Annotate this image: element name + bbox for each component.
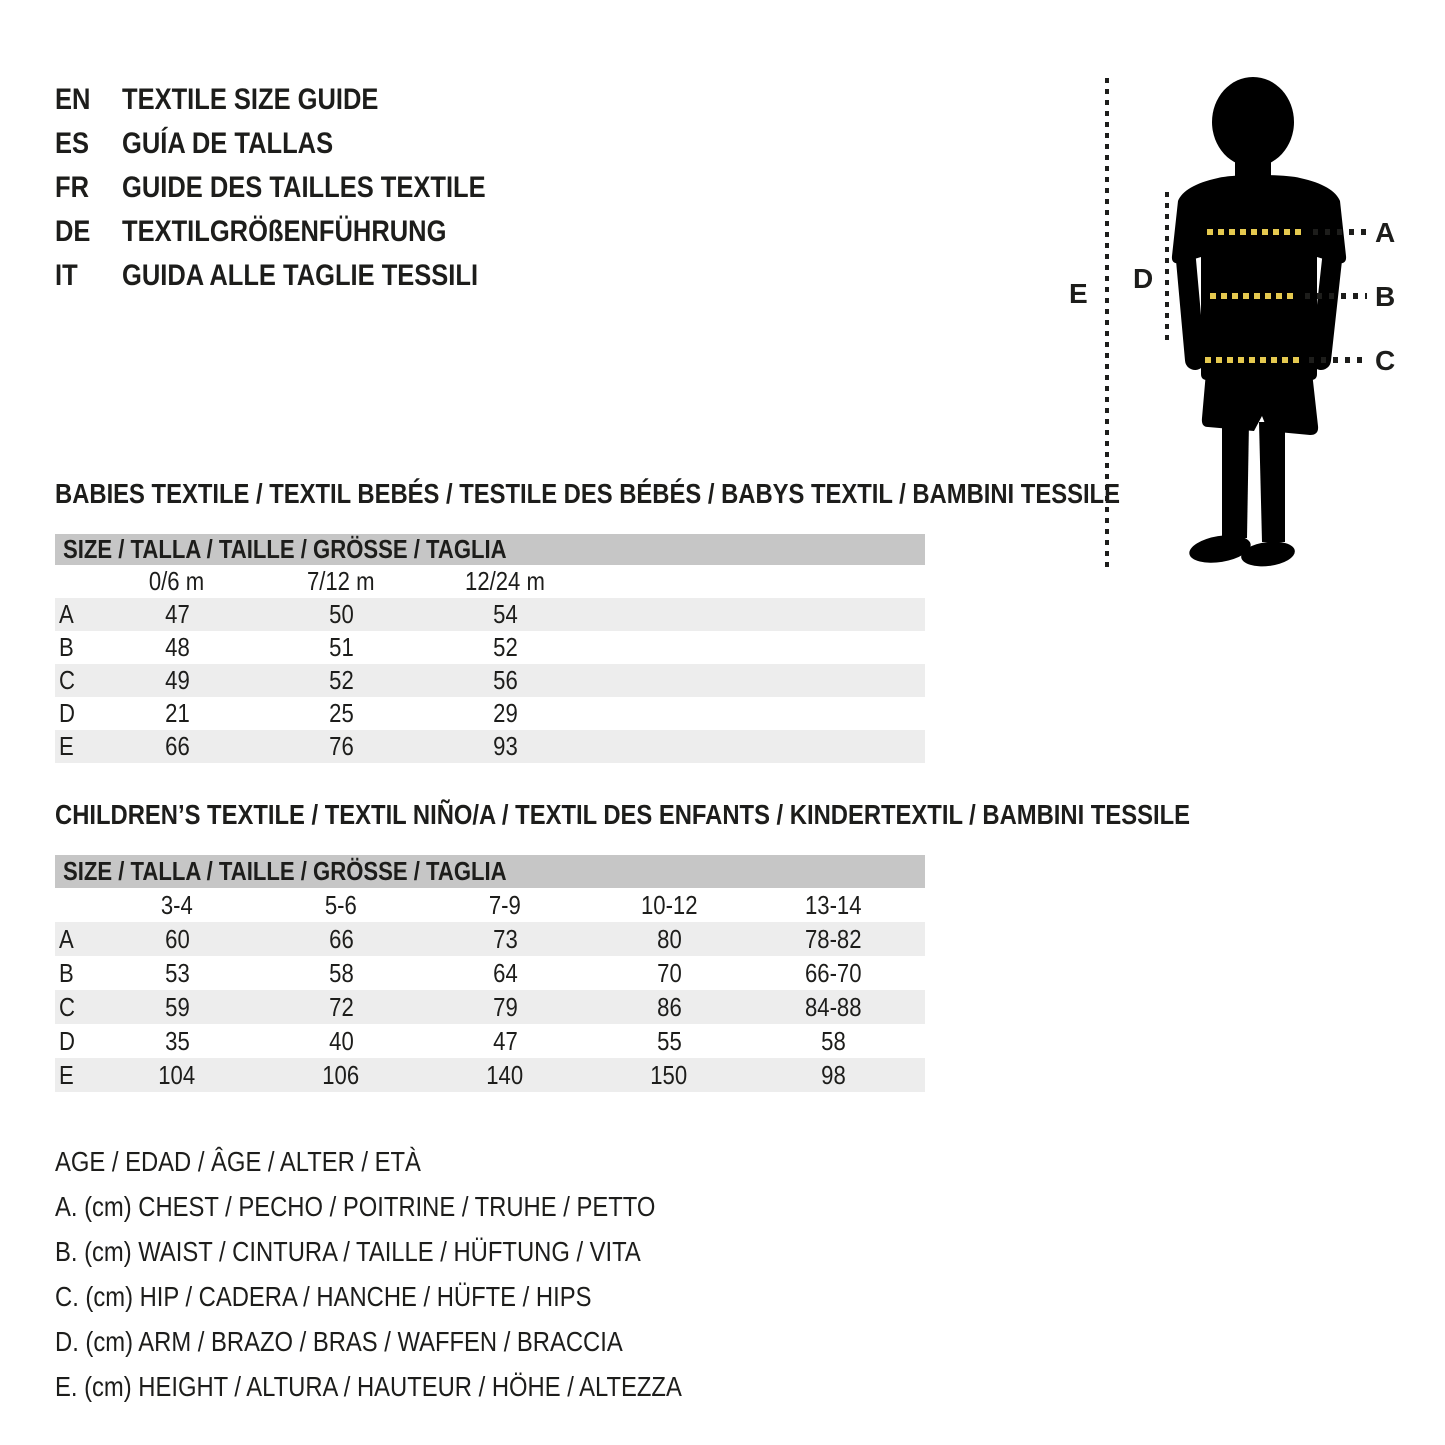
- corner-cell: [55, 888, 95, 922]
- cell: 48: [164, 632, 190, 662]
- cell: 40: [328, 1026, 354, 1056]
- babies-size-table: [55, 565, 925, 763]
- cell: 66: [164, 731, 190, 761]
- row-label: B: [59, 632, 74, 662]
- cell: 76: [328, 731, 354, 761]
- silhouette-svg: [1055, 60, 1445, 600]
- language-title: TEXTILGRÖßENFÜHRUNG: [122, 215, 447, 248]
- cell: 86: [656, 992, 682, 1022]
- language-row-it: [55, 254, 550, 298]
- cell: 72: [328, 992, 354, 1022]
- cell: 47: [164, 599, 190, 629]
- table-row: [55, 1058, 925, 1092]
- babies-column-header-row: [55, 565, 925, 598]
- language-title: TEXTILE SIZE GUIDE: [122, 83, 379, 116]
- row-label: D: [59, 1026, 75, 1056]
- column-header: 0/6 m: [149, 566, 205, 596]
- cell: 93: [492, 731, 518, 761]
- cell: 150: [650, 1060, 688, 1090]
- cell: 140: [486, 1060, 524, 1090]
- row-label: A: [59, 599, 74, 629]
- cell: 73: [492, 924, 518, 954]
- cell: 60: [164, 924, 190, 954]
- row-label: E: [59, 731, 74, 761]
- children-column-header-row: [55, 888, 925, 922]
- row-label: A: [59, 924, 74, 954]
- filler-cell: [587, 598, 925, 631]
- language-row-en: [55, 78, 550, 122]
- cell: 51: [328, 632, 354, 662]
- cell: 52: [328, 665, 354, 695]
- children-size-table: [55, 888, 925, 1092]
- filler-cell: [915, 956, 925, 990]
- table-row: [55, 664, 925, 697]
- column-header: 13-14: [804, 890, 862, 920]
- cell: 52: [492, 632, 518, 662]
- children-size-header-bar: SIZE / TALLA / TAILLE / GRÖSSE / TAGLIA: [55, 855, 925, 888]
- table-row: [55, 697, 925, 730]
- legend-line-age: AGE / EDAD / ÂGE / ALTER / ETÀ: [55, 1146, 421, 1177]
- legend-line-chest: A. (cm) CHEST / PECHO / POITRINE / TRUHE / PETTO: [55, 1191, 656, 1222]
- label-e: E: [1069, 278, 1088, 309]
- cell: 55: [656, 1026, 682, 1056]
- child-silhouette-figure: [1055, 60, 1445, 600]
- language-title: GUÍA DE TALLAS: [122, 127, 334, 160]
- language-row-de: [55, 210, 550, 254]
- cell: 59: [164, 992, 190, 1022]
- table-row: [55, 956, 925, 990]
- language-title-list: [55, 78, 550, 298]
- cell: 21: [164, 698, 190, 728]
- cell: 84-88: [804, 992, 862, 1022]
- column-header: 3-4: [161, 890, 193, 920]
- label-c: C: [1375, 345, 1396, 376]
- cell: 79: [492, 992, 518, 1022]
- filler-cell: [587, 730, 925, 763]
- column-header: 7-9: [489, 890, 521, 920]
- corner-cell: [55, 565, 95, 598]
- cell: 47: [492, 1026, 518, 1056]
- table-row: [55, 922, 925, 956]
- filler-cell: [587, 631, 925, 664]
- legend-line-hip: C. (cm) HIP / CADERA / HANCHE / HÜFTE / HIPS: [55, 1281, 592, 1312]
- language-code: DE: [55, 215, 91, 248]
- cell: 80: [656, 924, 682, 954]
- table-row: [55, 598, 925, 631]
- babies-size-header-bar: SIZE / TALLA / TAILLE / GRÖSSE / TAGLIA: [55, 534, 925, 565]
- label-d: D: [1133, 263, 1154, 294]
- language-row-fr: [55, 166, 550, 210]
- filler-cell: [915, 990, 925, 1024]
- cell: 35: [164, 1026, 190, 1056]
- language-code: EN: [55, 83, 91, 116]
- cell: 54: [492, 599, 518, 629]
- row-label: D: [59, 698, 75, 728]
- cell: 58: [820, 1026, 846, 1056]
- cell: 49: [164, 665, 190, 695]
- cell: 29: [492, 698, 518, 728]
- row-label: B: [59, 958, 74, 988]
- column-header: 7/12 m: [307, 566, 375, 596]
- row-label: E: [59, 1060, 74, 1090]
- filler-cell: [587, 697, 925, 730]
- legend-line-arm: D. (cm) ARM / BRAZO / BRAS / WAFFEN / BRACCIA: [55, 1326, 623, 1357]
- cell: 50: [328, 599, 354, 629]
- cell: 106: [322, 1060, 360, 1090]
- row-label: C: [59, 992, 75, 1022]
- table-row: [55, 631, 925, 664]
- language-code: FR: [55, 171, 89, 204]
- table-row: [55, 990, 925, 1024]
- cell: 25: [328, 698, 354, 728]
- language-title: GUIDE DES TAILLES TEXTILE: [122, 171, 486, 204]
- column-header: 10-12: [640, 890, 698, 920]
- cell: 66-70: [804, 958, 862, 988]
- legend-line-waist: B. (cm) WAIST / CINTURA / TAILLE / HÜFTUNG / VITA: [55, 1236, 641, 1267]
- label-b: B: [1375, 281, 1396, 312]
- filler-cell: [587, 565, 925, 598]
- legend-line-height: E. (cm) HEIGHT / ALTURA / HAUTEUR / HÖHE / ALTEZZA: [55, 1371, 682, 1402]
- cell: 56: [492, 665, 518, 695]
- cell: 53: [164, 958, 190, 988]
- table-row: [55, 730, 925, 763]
- cell: 104: [158, 1060, 196, 1090]
- language-row-es: [55, 122, 550, 166]
- cell: 58: [328, 958, 354, 988]
- language-title: GUIDA ALLE TAGLIE TESSILI: [122, 259, 479, 292]
- filler-cell: [915, 922, 925, 956]
- cell: 66: [328, 924, 354, 954]
- cell: 70: [656, 958, 682, 988]
- cell: 64: [492, 958, 518, 988]
- filler-cell: [915, 1024, 925, 1058]
- babies-section-title: BABIES TEXTILE / TEXTIL BEBÉS / TESTILE DES BÉBÉS / BABYS TEXTIL / BAMBINI TESSILE: [55, 478, 1120, 509]
- children-section-title: CHILDREN’S TEXTILE / TEXTIL NIÑO/A / TEXTIL DES ENFANTS / KINDERTEXTIL / BAMBINI TESSILE: [55, 799, 1191, 830]
- filler-cell: [915, 888, 925, 922]
- language-code: IT: [55, 259, 78, 292]
- cell: 78-82: [804, 924, 862, 954]
- measurement-legend: [55, 1139, 792, 1409]
- filler-cell: [587, 664, 925, 697]
- table-row: [55, 1024, 925, 1058]
- language-code: ES: [55, 127, 90, 160]
- label-a: A: [1375, 217, 1396, 248]
- cell: 98: [820, 1060, 846, 1090]
- filler-cell: [915, 1058, 925, 1092]
- column-header: 5-6: [325, 890, 357, 920]
- column-header: 12/24 m: [465, 566, 545, 596]
- row-label: C: [59, 665, 75, 695]
